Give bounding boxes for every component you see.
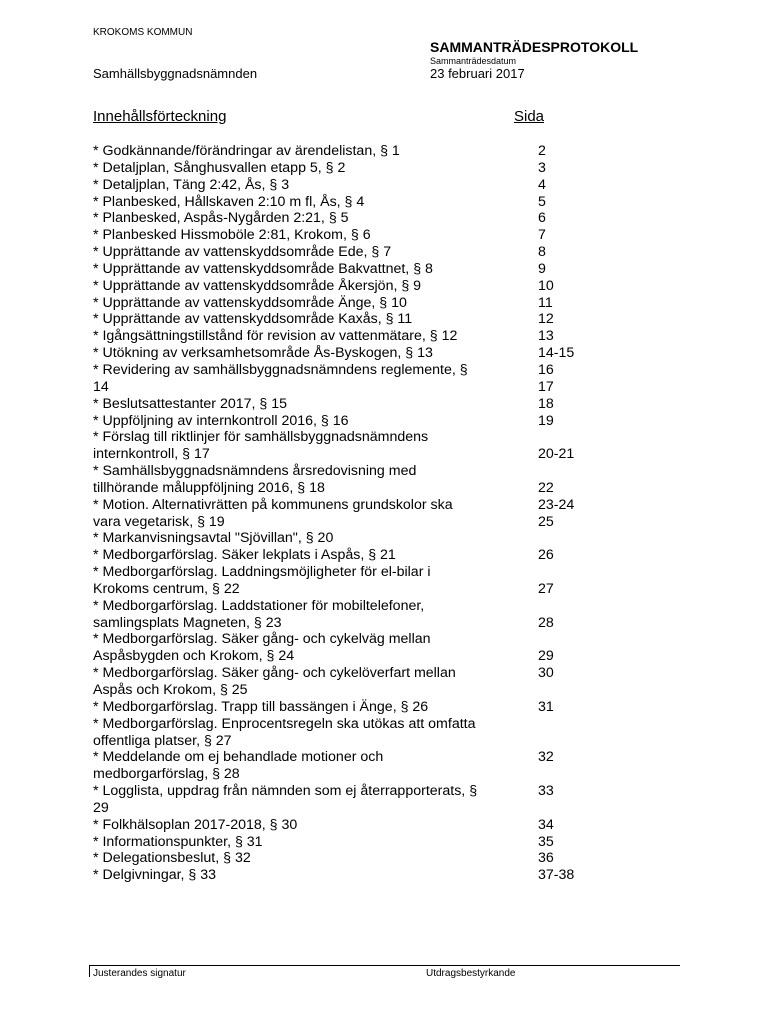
toc-entry-line: * Medborgarförslag. Laddstationer för mobiltelefoner, xyxy=(93,597,425,614)
toc-page-number xyxy=(538,530,618,547)
footer-divider xyxy=(89,965,680,966)
toc-page-number: 12 xyxy=(538,311,554,328)
toc-entry-line: * Detaljplan, Sånghusvallen etapp 5, § 2 xyxy=(93,159,346,176)
meeting-date: 23 februari 2017 xyxy=(430,66,525,81)
toc-page-number: 35 xyxy=(538,833,554,850)
toc-page-number: 37-38 xyxy=(538,867,575,884)
toc-entry-line: * Meddelande om ej behandlade motioner och xyxy=(93,749,384,766)
toc-page-number: 10 xyxy=(538,277,554,294)
toc-entry-line: * Revidering av samhällsbyggnadsnämndens reglemente, § xyxy=(93,361,468,378)
toc-page-number: 22 xyxy=(538,479,554,496)
municipality-name: KROKOMS KOMMUN xyxy=(93,27,193,38)
toc-entry-line: * Upprättande av vattenskyddsområde Änge, § 10 xyxy=(93,294,407,311)
toc-entry-line: * Medborgarförslag. Laddningsmöjligheter för el-bilar i xyxy=(93,564,431,581)
toc-page-number xyxy=(538,463,618,480)
toc-pages-column xyxy=(538,143,618,884)
toc-entry-line: Krokoms centrum, § 22 xyxy=(93,580,240,597)
toc-entry-line: * Uppföljning av internkontroll 2016, § 16 xyxy=(93,412,349,429)
certification-label: Utdragsbestyrkande xyxy=(426,968,516,979)
toc-titles-column xyxy=(93,143,533,884)
toc-entry-line: Aspås och Krokom, § 25 xyxy=(93,682,248,698)
toc-page-number: 17 xyxy=(538,378,554,395)
toc-page-number: 6 xyxy=(538,210,546,227)
toc-page-number: 4 xyxy=(538,176,546,193)
toc-entry-line: * Delegationsbeslut, § 32 xyxy=(93,850,251,867)
toc-page-number xyxy=(538,564,618,581)
toc-page-number: 19 xyxy=(538,412,554,429)
toc-page-heading: Sida xyxy=(514,108,545,125)
toc-entry-line: * Upprättande av vattenskyddsområde Bakvattnet, § 8 xyxy=(93,260,433,277)
toc-page-number: 3 xyxy=(538,159,546,176)
toc-entry-line: tillhörande måluppföljning 2016, § 18 xyxy=(93,479,325,496)
toc-entry-line: * Planbesked Hissmoböle 2:81, Krokom, § 6 xyxy=(93,227,371,244)
toc-page-number: 26 xyxy=(538,547,554,564)
toc-entry-line: * Medborgarförslag. Säker gång- och cykelväg mellan xyxy=(93,631,431,648)
toc-page-number: 29 xyxy=(538,648,554,665)
signature-label: Justerandes signatur xyxy=(93,968,186,979)
toc-entry-line: * Igångsättningstillstånd för revision av vattenmätare, § 12 xyxy=(93,328,458,345)
committee-name: Samhällsbyggnadsnämnden xyxy=(93,66,258,81)
toc-entry-line: 14 xyxy=(93,378,109,395)
toc-page-number xyxy=(538,631,618,648)
toc-entry-line: * Planbesked, Hållskaven 2:10 m fl, Ås, § 4 xyxy=(93,193,365,210)
toc-page-number: 31 xyxy=(538,698,554,715)
toc-page-number: 33 xyxy=(538,783,554,800)
toc-entry-line: * Upprättande av vattenskyddsområde Ede, § 7 xyxy=(93,244,392,261)
toc-page-number xyxy=(538,716,618,733)
toc-page-number xyxy=(538,766,618,783)
toc-entry-line: * Utökning av verksamhetsområde Ås-Byskogen, § 13 xyxy=(93,345,433,362)
toc-entry-line: * Medborgarförslag. Trapp till bassängen i Änge, § 26 xyxy=(93,698,429,715)
toc-page-number: 25 xyxy=(538,513,554,530)
toc-entry-line: * Delgivningar, § 33 xyxy=(93,867,217,884)
toc-entry-line: * Markanvisningsavtal "Sjövillan", § 20 xyxy=(93,530,334,547)
toc-page-number: 11 xyxy=(538,294,553,311)
toc-entry-line: * Upprättande av vattenskyddsområde Åkersjön, § 9 xyxy=(93,277,422,294)
toc-entry-line: samlingsplats Magneten, § 23 xyxy=(93,614,282,631)
footer-divider-tick xyxy=(89,965,90,977)
toc-page-number: 13 xyxy=(538,328,554,345)
toc-entry-line: * Planbesked, Aspås-Nygården 2:21, § 5 xyxy=(93,210,349,227)
toc-entry-line: * Upprättande av vattenskyddsområde Kaxås, § 11 xyxy=(93,311,413,328)
toc-page-number: 7 xyxy=(538,227,546,244)
toc-page-number: 23-24 xyxy=(538,496,575,513)
toc-page-number: 14-15 xyxy=(538,345,575,362)
toc-page-number: 18 xyxy=(538,395,554,412)
toc-page-number xyxy=(538,429,618,446)
toc-page-number: 16 xyxy=(538,361,554,378)
toc-heading: Innehållsförteckning xyxy=(93,108,227,125)
toc-entry-line: * Medborgarförslag. Säker lekplats i Aspås, § 21 xyxy=(93,547,396,564)
toc-page-number: 27 xyxy=(538,580,554,597)
toc-entry-line: * Samhällsbyggnadsnämndens årsredovisning med xyxy=(93,463,417,480)
toc-page-number xyxy=(538,733,618,750)
toc-page-number: 28 xyxy=(538,614,554,631)
toc-entry-line: * Detaljplan, Täng 2:42, Ås, § 3 xyxy=(93,176,290,193)
toc-entry-line: * Beslutsattestanter 2017, § 15 xyxy=(93,395,288,412)
toc-entry-line: internkontroll, § 17 xyxy=(93,446,210,463)
toc-entry-line: * Medborgarförslag. Säker gång- och cykelöverfart mellan xyxy=(93,665,456,682)
toc-page-number: 9 xyxy=(538,260,546,277)
toc-page-number: 8 xyxy=(538,244,546,261)
toc-entry-line: medborgarförslag, § 28 xyxy=(93,766,240,783)
toc-page-number: 2 xyxy=(538,143,546,159)
toc-entry-line: offentliga platser, § 27 xyxy=(93,732,232,749)
toc-entry-line: * Informationspunkter, § 31 xyxy=(93,833,263,850)
toc-entry-line: * Förslag till riktlinjer för samhällsbyggnadsnämndens xyxy=(93,429,429,446)
toc-entry-line: * Motion. Alternativrätten på kommunens grundskolor ska xyxy=(93,496,453,513)
meeting-date-label: Sammanträdesdatum xyxy=(430,56,517,66)
toc-page-number: 34 xyxy=(538,816,554,833)
toc-entry-line: * Folkhälsoplan 2017-2018, § 30 xyxy=(93,816,298,833)
toc-entry-line: * Logglista, uppdrag från nämnden som ej återrapporterats, § xyxy=(93,783,478,800)
toc-page-number xyxy=(538,800,618,817)
toc-page-number: 36 xyxy=(538,850,554,867)
toc-page-number: 20-21 xyxy=(538,446,575,463)
toc-entry-line: Aspåsbygden och Krokom, § 24 xyxy=(93,648,295,665)
toc-page-number: 30 xyxy=(538,665,554,682)
toc-entry-line: vara vegetarisk, § 19 xyxy=(93,513,225,530)
toc-page-number xyxy=(538,598,618,615)
toc-page-number: 32 xyxy=(538,749,554,766)
toc-entry-line: 29 xyxy=(93,799,109,816)
toc-page-number xyxy=(538,682,618,699)
toc-entry-line: * Medborgarförslag. Enprocentsregeln ska utökas att omfatta xyxy=(93,715,476,732)
document-title: SAMMANTRÄDESPROTOKOLL xyxy=(430,39,639,55)
toc-entry-line: * Godkännande/förändringar av ärendelistan, § 1 xyxy=(93,143,400,159)
toc-page-number: 5 xyxy=(538,193,546,210)
